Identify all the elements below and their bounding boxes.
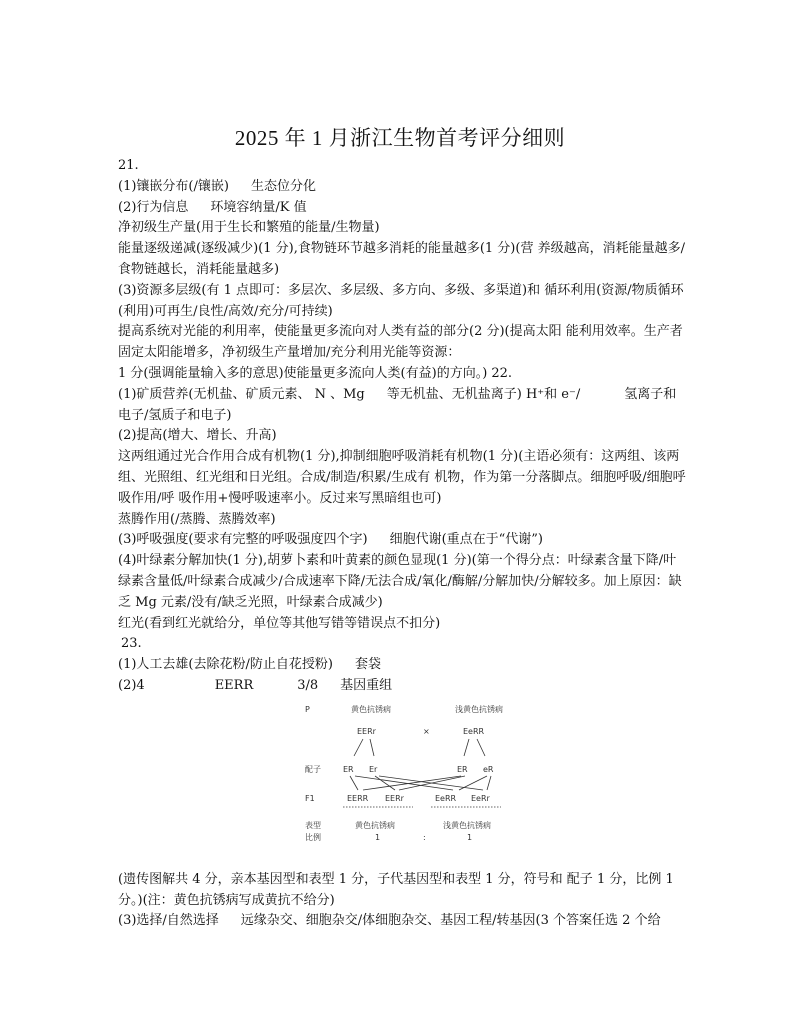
f1-phenotype-1: 黄色抗锈病 <box>355 820 395 830</box>
q21-line-1 <box>118 177 688 198</box>
fertilization-line <box>350 776 358 790</box>
fertilization-line <box>487 776 491 790</box>
diagram-phenotype-label: 表型 <box>305 820 321 830</box>
q22-line-6: (4)叶绿素分解加快(1 分),胡萝卜素和叶黄素的颜色显现(1 分)(第一个得分点：叶绿素含量下降/叶绿素含量低/叶绿素合成减少/合成速率下降/无法合成/氧化/酶解/分解加快/分解较多。加上原因：缺乏 Mg 元素/没有/缺乏光照，叶绿素合成减少) <box>118 553 682 610</box>
f1-phenotype-2: 浅黄色抗锈病 <box>443 820 491 830</box>
q21-line-4: 能量逐级递减(逐级减少)(1 分),食物链环节越多消耗的能量越多(1 分)(营 养级越高，消耗能量越多/食物链越长，消耗能量越多) <box>118 241 685 277</box>
meiosis-arrow <box>464 739 469 756</box>
q21-2-answer-b: 环境容纳量/K 值 <box>210 199 307 215</box>
genetic-diagram-container <box>118 700 688 860</box>
fertilization-line <box>355 776 453 790</box>
q21-line-3: 净初级生产量(用于生长和繁殖的能量/生物量) <box>118 220 380 236</box>
q23-3-answer-b: 远缘杂交、细胞杂交/体细胞杂交、基因工程/转基因(3 个答案任选 2 个给 <box>240 913 661 929</box>
q23-line-4 <box>118 911 688 932</box>
q21-1-answer-a: (1)镶嵌分布(/镶嵌) <box>118 178 229 194</box>
q22-3-answer-a: (3)呼吸强度(要求有完整的呼吸强度四个字) <box>118 532 368 548</box>
q23-2-answer-b: EERR <box>214 677 254 693</box>
parent1-phenotype: 黄色抗锈病 <box>351 704 391 714</box>
q21-line-6: 提高系统对光能的利用率，使能量更多流向对人类有益的部分(2 分)(提高太阳 能利用效率。生产者固定太阳能增多，净初级生产量增加/充分利用光能等资源： <box>118 324 683 361</box>
meiosis-arrow <box>477 739 485 756</box>
ratio-value-1: 1 <box>375 832 381 842</box>
diagram-p-label: P <box>305 704 310 714</box>
gamete-1: ER <box>343 764 354 774</box>
q21-number: 21. <box>118 158 139 173</box>
diagram-ratio-label: 比例 <box>305 832 321 842</box>
q22-3-answer-b: 细胞代谢(重点在于“代谢”) <box>389 532 543 548</box>
q22-line-3: 这两组通过光合作用合成有机物(1 分),抑制细胞呼吸消耗有机物(1 分)(主语必须有：这两组、该两组、光照组、红光组和日光组。合成/制造/积累/生成有 机物，作为第一分落脚点。细胞呼吸/细胞呼吸作用/呼 吸作用+慢呼吸速率小。反过来写黑暗组也可) <box>118 449 686 506</box>
q23-2-answer-d: 基因重组 <box>340 677 393 693</box>
q22-line-1 <box>118 385 688 427</box>
q23-1-answer-b: 套袋 <box>354 657 381 673</box>
f1-genotype-4: EeRr <box>471 793 490 803</box>
q23-2-answer-a: (2)4 <box>118 677 145 693</box>
q23-1-answer-a: (1)人工去雄(去除花粉/防止自花授粉) <box>118 657 333 673</box>
gamete-4: eR <box>483 764 494 774</box>
q23-line-2 <box>118 676 688 697</box>
document-body <box>118 156 688 932</box>
f1-genotype-1: EERR <box>347 793 369 803</box>
q21-line-2 <box>118 198 688 219</box>
q23-line-1 <box>118 655 688 676</box>
fertilization-line <box>459 776 487 790</box>
cross-symbol: × <box>423 726 430 736</box>
q21-line-5: (3)资源多层级(有 1 点即可：多层次、多层级、多方向、多级、多渠道)和 循环利用(资源/物质循环(利用)可再生/良性/高效/充分/可持续) <box>118 282 684 319</box>
document-title: 2025 年 1 月浙江生物首考评分细则 <box>234 126 566 150</box>
fertilization-line <box>399 776 465 790</box>
gamete-3: ER <box>457 764 468 774</box>
q22-line-2: (2)提高(增大、增长、升高) <box>118 428 277 444</box>
q23-3-answer-a: (3)选择/自然选择 <box>118 913 219 929</box>
q21-line-7: 1 分(强调能量输入多的意思)使能量更多流向人类(有益)的方向。) 22. <box>118 365 513 381</box>
q22-1-answer-b: 等无机盐、无机盐离子) H⁺和 e⁻/ <box>386 386 581 402</box>
meiosis-arrow <box>354 739 363 756</box>
q23-line-3: (遗传图解共 4 分，亲本基因型和表型 1 分，子代基因型和表型 1 分，符号和 配子 1 分，比例 1 分。)(注：黄色抗锈病写成黄抗不给分) <box>118 871 674 908</box>
meiosis-arrow <box>370 739 374 756</box>
genetic-cross-diagram <box>303 700 518 860</box>
q23-2-answer-c: 3/8 <box>297 677 319 693</box>
ratio-separator: : <box>423 832 426 842</box>
parent2-genotype: EeRR <box>463 726 485 736</box>
q22-line-4: 蒸腾作用(/蒸腾、蒸腾效率) <box>118 511 276 527</box>
parent1-genotype: EERr <box>357 726 376 736</box>
gamete-2: Er <box>369 764 378 774</box>
q21-1-answer-b: 生态位分化 <box>250 178 316 194</box>
q22-line-5 <box>118 530 688 551</box>
f1-genotype-2: EERr <box>385 793 404 803</box>
q22-1-answer-c: 氢离子和电子/氢质子和电子) <box>118 386 677 423</box>
diagram-f1-label: F1 <box>305 793 315 803</box>
q21-2-answer-a: (2)行为信息 <box>118 199 189 215</box>
q22-1-answer-a: (1)矿质营养(无机盐、矿质元素、 N 、Mg <box>118 386 365 402</box>
f1-genotype-3: EeRR <box>435 793 457 803</box>
ratio-value-2: 1 <box>467 832 473 842</box>
parent2-phenotype: 浅黄色抗锈病 <box>455 704 503 714</box>
q22-line-7: 红光(看到红光就给分，单位等其他写错等错误点不扣分) <box>118 615 441 631</box>
diagram-gamete-label: 配子 <box>305 764 321 774</box>
q23-number: 23. <box>121 636 142 652</box>
